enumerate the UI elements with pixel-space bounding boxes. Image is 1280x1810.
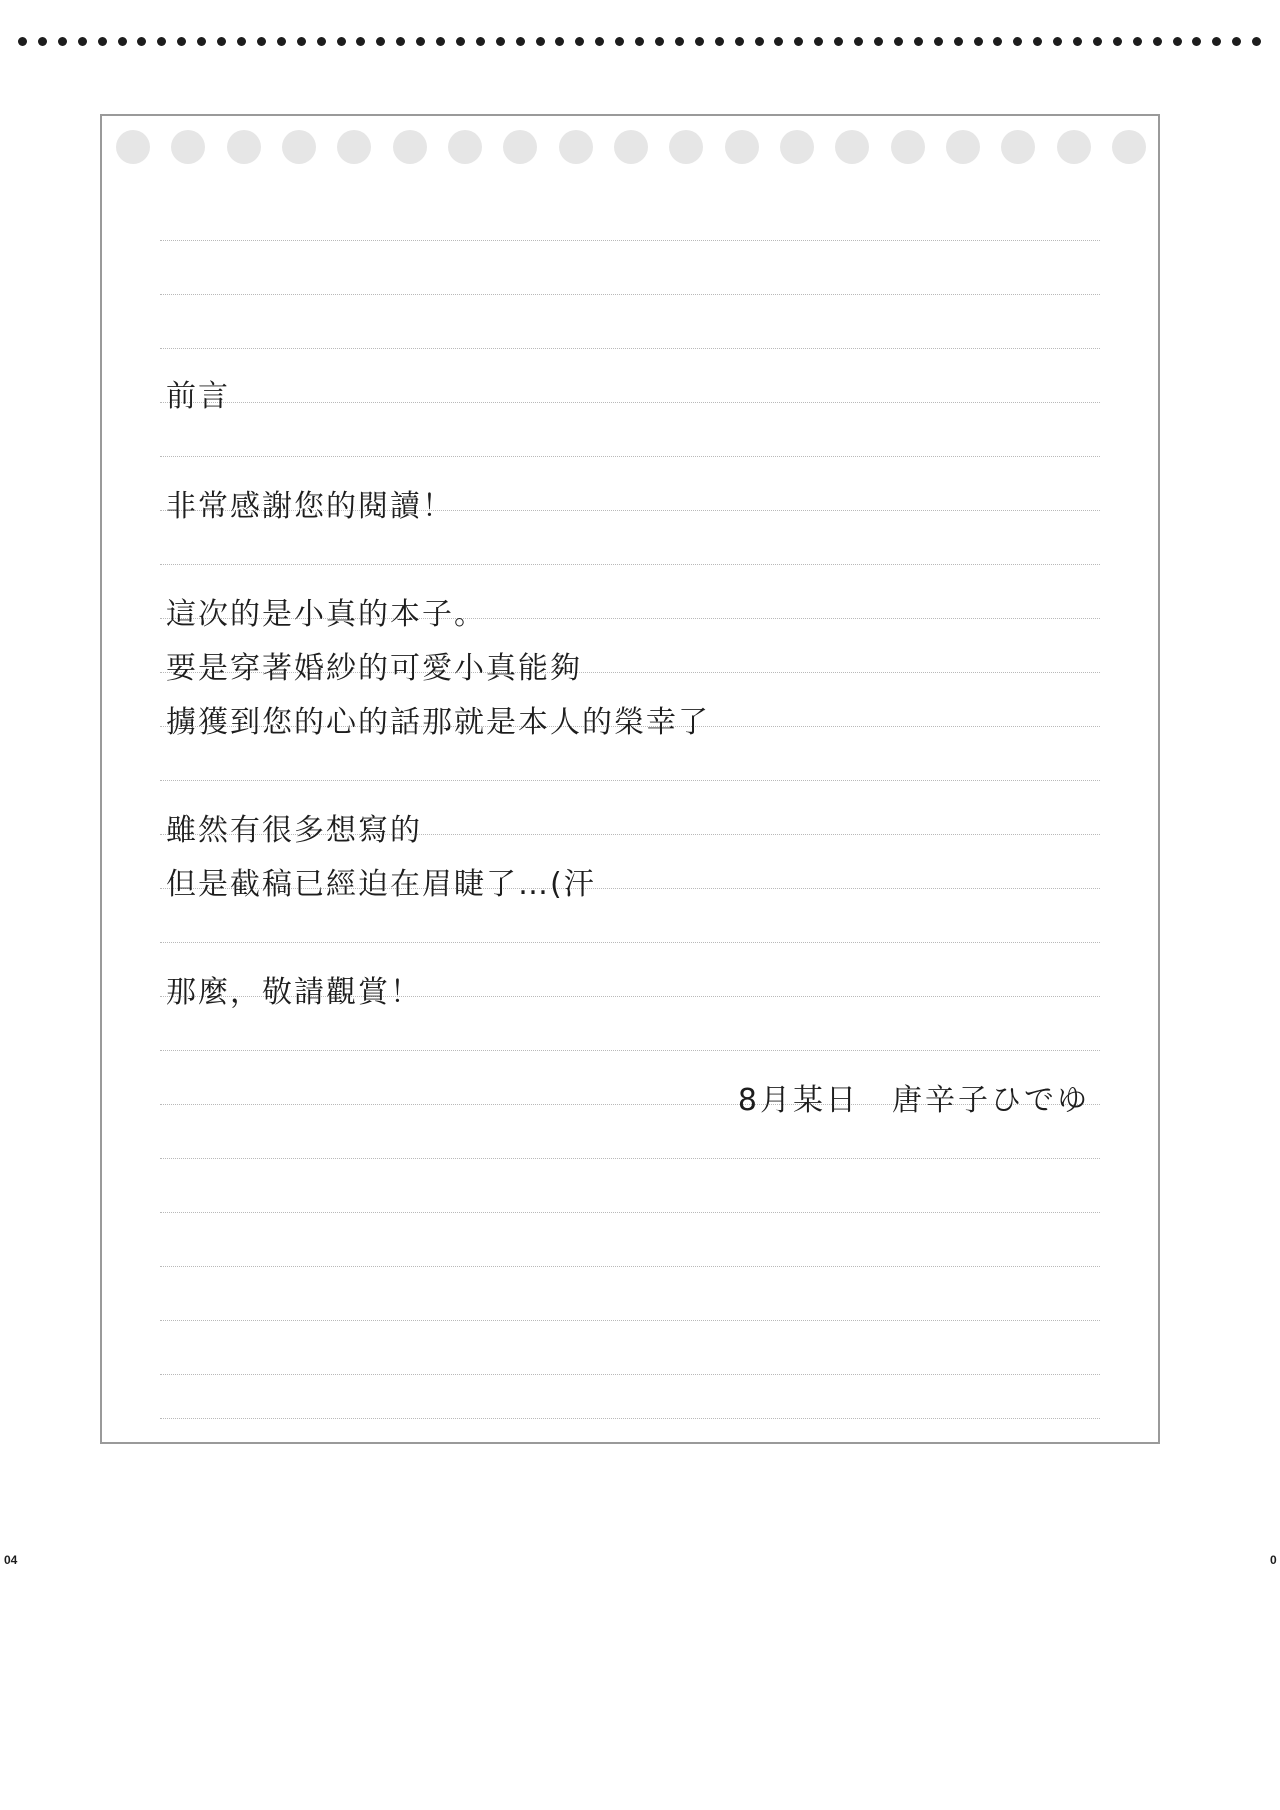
binding-dot	[237, 37, 246, 46]
binding-dot	[894, 37, 903, 46]
binding-dot	[257, 37, 266, 46]
binding-dot	[993, 37, 1002, 46]
binding-dot	[1192, 37, 1201, 46]
binding-dot	[814, 37, 823, 46]
punch-hole	[1057, 130, 1091, 164]
binding-dot	[735, 37, 744, 46]
binding-dot	[516, 37, 525, 46]
binding-dot	[695, 37, 704, 46]
binding-dot	[1212, 37, 1221, 46]
notebook-page-frame	[100, 114, 1160, 1444]
binding-dot	[1173, 37, 1182, 46]
punch-hole	[503, 130, 537, 164]
binding-dot	[456, 37, 465, 46]
punch-hole	[337, 130, 371, 164]
signature-line: 8月某日 唐辛子ひでゆ	[737, 1083, 1090, 1118]
punch-hole	[559, 130, 593, 164]
punch-hole	[393, 130, 427, 164]
rule-line	[160, 348, 1100, 349]
handwritten-line: 這次的是小真的本子。	[166, 597, 486, 632]
binding-dot	[974, 37, 983, 46]
binding-dot	[197, 37, 206, 46]
binding-dot	[1033, 37, 1042, 46]
binding-dot	[496, 37, 505, 46]
binding-dot	[615, 37, 624, 46]
binding-dot	[58, 37, 67, 46]
binding-dot	[655, 37, 664, 46]
punch-hole	[669, 130, 703, 164]
binding-dot	[38, 37, 47, 46]
binding-dot	[337, 37, 346, 46]
binding-dot	[78, 37, 87, 46]
rule-line	[160, 402, 1100, 403]
rule-line	[160, 1050, 1100, 1051]
binding-dot	[1073, 37, 1082, 46]
punch-hole-row	[116, 126, 1146, 168]
rule-line	[160, 1212, 1100, 1213]
binding-dot	[98, 37, 107, 46]
rule-line	[160, 1320, 1100, 1321]
binding-dot	[934, 37, 943, 46]
rule-line	[160, 294, 1100, 295]
handwritten-line: 要是穿著婚紗的可愛小真能夠	[166, 651, 582, 686]
binding-dot	[874, 37, 883, 46]
binding-dot	[1133, 37, 1142, 46]
binding-dot	[834, 37, 843, 46]
binding-dot	[854, 37, 863, 46]
binding-dot	[376, 37, 385, 46]
binding-dot	[416, 37, 425, 46]
punch-hole	[780, 130, 814, 164]
binding-dot	[476, 37, 485, 46]
binding-dot	[1053, 37, 1062, 46]
binding-dot	[635, 37, 644, 46]
binding-dot	[396, 37, 405, 46]
handwritten-line: 前言	[166, 379, 230, 414]
punch-hole	[835, 130, 869, 164]
punch-hole	[614, 130, 648, 164]
binding-dot	[954, 37, 963, 46]
handwritten-line: 非常感謝您的閱讀！	[166, 489, 454, 524]
binding-dot	[555, 37, 564, 46]
punch-hole	[227, 130, 261, 164]
binding-dot	[297, 37, 306, 46]
binding-dot	[715, 37, 724, 46]
binding-dot	[1252, 37, 1261, 46]
rule-line	[160, 942, 1100, 943]
handwritten-line: 那麼，敬請觀賞！	[166, 975, 422, 1010]
binding-dot	[1013, 37, 1022, 46]
handwritten-line: 擄獲到您的心的話那就是本人的榮幸了	[166, 705, 710, 740]
punch-hole	[891, 130, 925, 164]
binding-dot	[595, 37, 604, 46]
binding-dot	[436, 37, 445, 46]
handwritten-line: 雖然有很多想寫的	[166, 813, 422, 848]
binding-dot	[794, 37, 803, 46]
rule-line	[160, 1418, 1100, 1419]
binding-dot	[675, 37, 684, 46]
punch-hole	[282, 130, 316, 164]
binding-dot	[137, 37, 146, 46]
binding-dot	[177, 37, 186, 46]
binding-dot	[536, 37, 545, 46]
rule-line	[160, 1266, 1100, 1267]
binding-dot	[1153, 37, 1162, 46]
binding-dot	[356, 37, 365, 46]
punch-hole	[171, 130, 205, 164]
binding-dot	[118, 37, 127, 46]
binding-dot	[575, 37, 584, 46]
rule-line	[160, 1374, 1100, 1375]
punch-hole	[1112, 130, 1146, 164]
ruled-writing-area	[160, 230, 1100, 1420]
binding-dot	[1113, 37, 1122, 46]
page-number-right: 0	[1270, 1553, 1277, 1567]
handwritten-line: 但是截稿已經迫在眉睫了…(汗	[166, 867, 596, 902]
punch-hole	[448, 130, 482, 164]
rule-line	[160, 456, 1100, 457]
rule-line	[160, 1158, 1100, 1159]
page-number-left: 04	[4, 1553, 18, 1567]
binding-dot	[317, 37, 326, 46]
rule-line	[160, 240, 1100, 241]
binding-dot	[914, 37, 923, 46]
binding-dot	[774, 37, 783, 46]
binding-dot-strip	[0, 34, 1280, 48]
binding-dot	[217, 37, 226, 46]
binding-dot	[1093, 37, 1102, 46]
binding-dot	[755, 37, 764, 46]
binding-dot	[18, 37, 27, 46]
binding-dot	[277, 37, 286, 46]
rule-line	[160, 564, 1100, 565]
punch-hole	[946, 130, 980, 164]
punch-hole	[725, 130, 759, 164]
binding-dot	[157, 37, 166, 46]
binding-dot	[1232, 37, 1241, 46]
rule-line	[160, 780, 1100, 781]
punch-hole	[1001, 130, 1035, 164]
punch-hole	[116, 130, 150, 164]
